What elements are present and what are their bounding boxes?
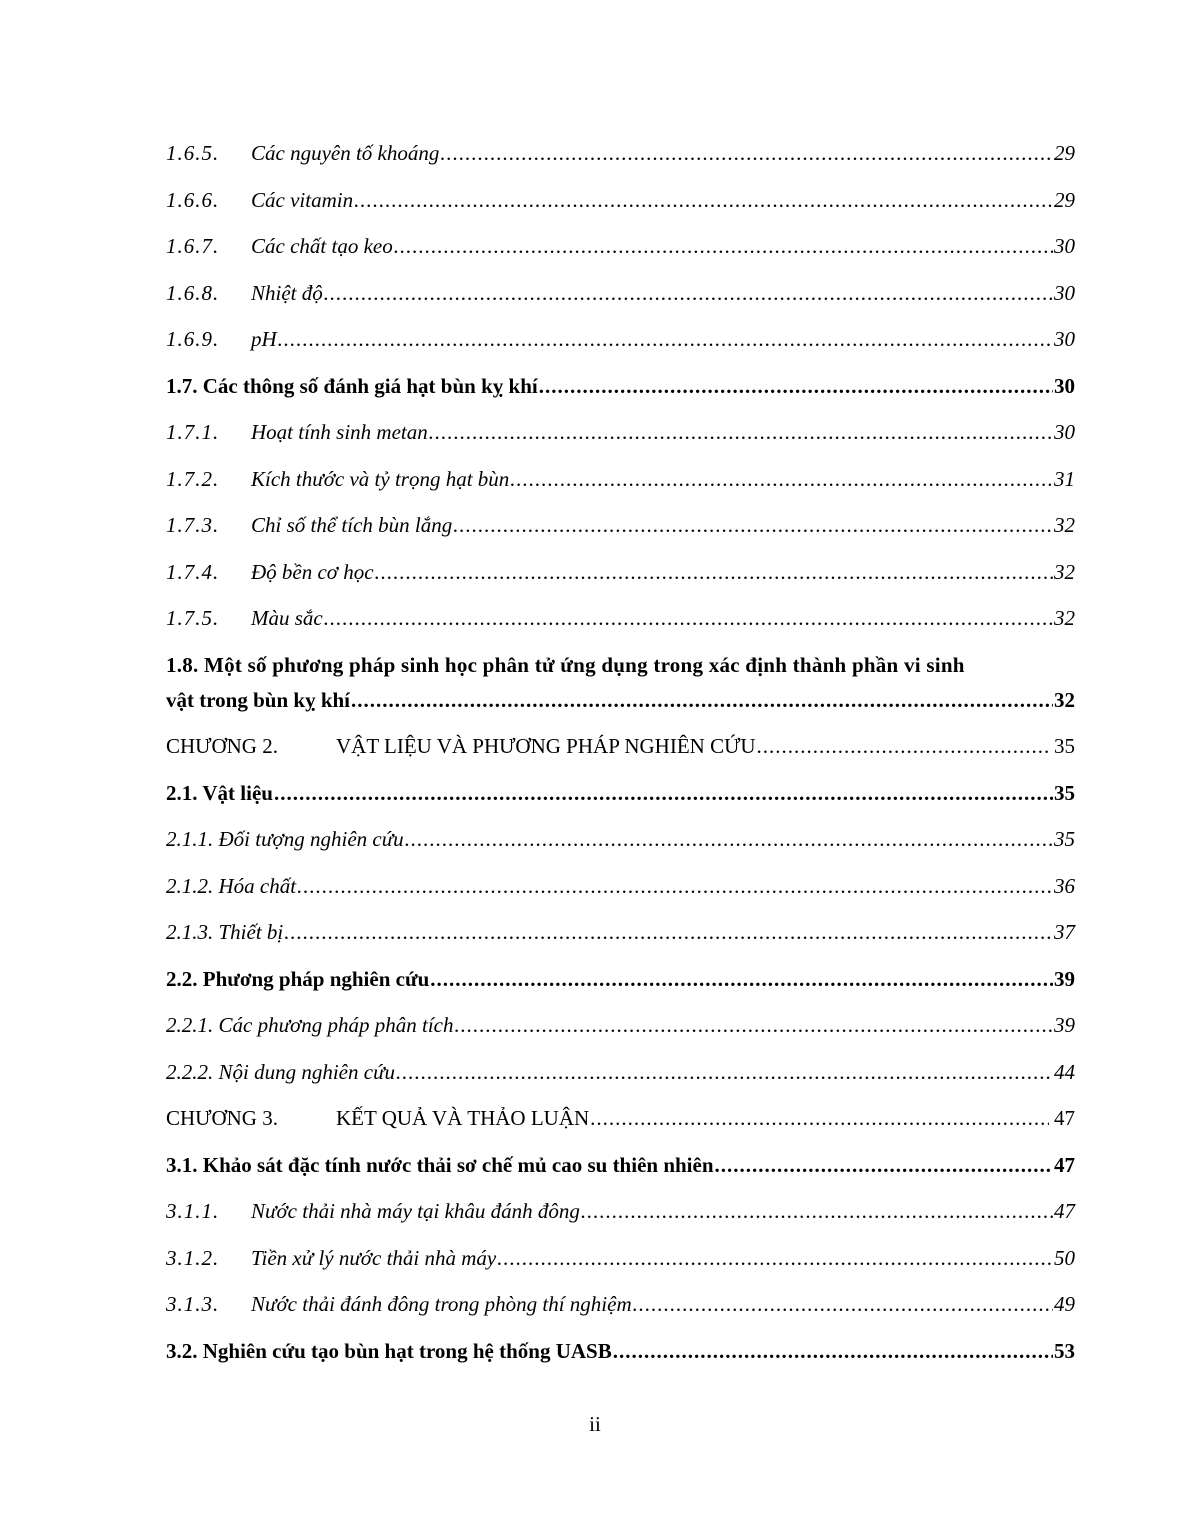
toc-entry-title: 2.2.2. Nội dung nghiên cứu xyxy=(166,1059,396,1084)
toc-entry-title: Kích thước và tỷ trọng hạt bùn xyxy=(251,466,510,491)
page-number: ii xyxy=(589,1412,601,1436)
toc-entry[interactable] xyxy=(166,1328,1075,1374)
dot-leader xyxy=(274,770,1053,816)
toc-entry[interactable] xyxy=(166,223,1075,269)
dot-leader xyxy=(613,1328,1053,1374)
dot-leader xyxy=(510,456,1053,502)
toc-entry-page: 36 xyxy=(1054,873,1075,898)
toc-entry[interactable] xyxy=(166,1281,1075,1327)
toc-entry-title: KẾT QUẢ VÀ THẢO LUẬN xyxy=(336,1106,590,1130)
toc-entry[interactable] xyxy=(166,723,1075,769)
toc-entry[interactable] xyxy=(166,1002,1075,1048)
toc-entry-title: 3.1. Khảo sát đặc tính nước thải sơ chế mủ cao su thiên nhiên xyxy=(166,1152,714,1177)
dot-leader xyxy=(497,1235,1053,1281)
toc-entry-number: 1.7.3. xyxy=(166,513,220,537)
toc-entry-page: 32 xyxy=(1054,513,1075,537)
toc-entry[interactable] xyxy=(166,816,1075,862)
toc-entry-page: 53 xyxy=(1054,1338,1075,1363)
toc-entry-title: pH xyxy=(251,327,277,351)
toc-entry-title: 2.1.2. Hóa chất xyxy=(166,873,297,898)
toc-entry[interactable] xyxy=(166,1049,1075,1095)
toc-entry-page: 30 xyxy=(1054,420,1075,444)
dot-leader xyxy=(324,270,1053,316)
toc-entry-number: CHƯƠNG 3. xyxy=(166,1106,278,1130)
toc-entry-page: 35 xyxy=(1054,780,1075,805)
dot-leader xyxy=(324,595,1053,641)
toc-entry-title: Nước thải nhà máy tại khâu đánh đông xyxy=(251,1199,580,1223)
toc-entry[interactable] xyxy=(166,456,1075,502)
toc-entry-title: Các nguyên tố khoáng xyxy=(251,141,440,165)
toc-entry-page: 35 xyxy=(1054,827,1075,851)
toc-entry-title: Tiền xử lý nước thải nhà máy xyxy=(251,1245,497,1270)
toc-entry-page: 31 xyxy=(1054,466,1075,491)
dot-leader xyxy=(284,909,1053,955)
toc-entry-page: 32 xyxy=(1054,687,1075,712)
toc-entry[interactable] xyxy=(166,1188,1075,1234)
dot-leader xyxy=(539,363,1053,409)
toc-entry-page: 47 xyxy=(1054,1152,1075,1177)
toc-entry[interactable] xyxy=(166,549,1075,595)
toc-entry-number: 1.7.5. xyxy=(166,606,220,630)
toc-entry-title: 1.7. Các thông số đánh giá hạt bùn kỵ khí xyxy=(166,373,538,398)
toc-entry-title: Chỉ số thể tích bùn lắng xyxy=(251,513,453,537)
toc-entry[interactable] xyxy=(166,316,1075,362)
toc-entry[interactable] xyxy=(166,956,1075,1002)
toc-entry-number: 1.6.5. xyxy=(166,141,220,165)
toc-entry-number: 1.7.1. xyxy=(166,420,220,444)
dot-leader xyxy=(375,549,1053,595)
toc-entry[interactable] xyxy=(166,1095,1075,1141)
toc-entry-page: 44 xyxy=(1054,1059,1075,1084)
toc-entry-number: 1.6.8. xyxy=(166,280,220,305)
dot-leader xyxy=(453,502,1053,548)
dot-leader xyxy=(757,723,1049,769)
toc-entry-title: 2.2.1. Các phương pháp phân tích xyxy=(166,1013,454,1037)
toc-entry-title: 2.2. Phương pháp nghiên cứu xyxy=(166,966,430,991)
toc-entry[interactable] xyxy=(166,863,1075,909)
toc-entry-title: Hoạt tính sinh metan xyxy=(251,420,428,444)
dot-leader xyxy=(581,1188,1053,1234)
toc-entry-page: 39 xyxy=(1054,966,1075,991)
toc-entry-number: 1.7.2. xyxy=(166,466,220,491)
toc-entry-number: 3.1.3. xyxy=(166,1292,220,1316)
dot-leader xyxy=(633,1281,1053,1327)
toc-entry[interactable] xyxy=(166,770,1075,816)
toc-entry-number: 3.1.1. xyxy=(166,1199,220,1223)
toc-entry[interactable] xyxy=(166,1142,1075,1188)
toc-entry-title: vật trong bùn kỵ khí xyxy=(166,687,351,712)
toc-entry-title: 2.1. Vật liệu xyxy=(166,780,273,805)
toc-entry[interactable] xyxy=(166,363,1075,409)
dot-leader xyxy=(278,316,1053,362)
toc-entry-number: 1.6.6. xyxy=(166,187,220,212)
toc-entry[interactable] xyxy=(166,270,1075,316)
toc-entry[interactable] xyxy=(166,595,1075,641)
toc-entry-title: Các vitamin xyxy=(251,187,354,212)
toc-entry-page: 37 xyxy=(1054,920,1075,944)
toc-entry-page: 47 xyxy=(1054,1106,1075,1130)
dot-leader xyxy=(715,1142,1053,1188)
toc-entry-number: CHƯƠNG 2. xyxy=(166,734,278,758)
toc-entry[interactable] xyxy=(166,502,1075,548)
toc-entry-page: 39 xyxy=(1054,1013,1075,1037)
toc-entry-page: 30 xyxy=(1054,327,1075,351)
dot-leader xyxy=(297,863,1053,909)
dot-leader xyxy=(440,130,1053,176)
dot-leader xyxy=(354,177,1053,223)
dot-leader xyxy=(430,956,1053,1002)
toc-entry-page: 35 xyxy=(1054,734,1075,758)
toc-entry-title: Nhiệt độ xyxy=(251,280,323,305)
dot-leader xyxy=(396,1049,1053,1095)
dot-leader xyxy=(429,409,1053,455)
toc-entry-page: 50 xyxy=(1054,1245,1075,1270)
dot-leader xyxy=(454,1002,1053,1048)
toc-entry-page: 32 xyxy=(1054,559,1075,584)
toc-entry[interactable] xyxy=(166,130,1075,176)
toc-entry-heading-line: 1.8. Một số phương pháp sinh học phân tử ứng dụng trong xác định thành phần vi sinh xyxy=(166,652,965,677)
toc-entry-number: 1.6.7. xyxy=(166,234,220,258)
toc-entry-number: 3.1.2. xyxy=(166,1245,220,1270)
toc-entry-page: 30 xyxy=(1054,280,1075,305)
dot-leader xyxy=(590,1095,1049,1141)
toc-entry-page: 49 xyxy=(1054,1292,1075,1316)
toc-entry[interactable] xyxy=(166,677,1075,723)
toc-entry-title: 2.1.3. Thiết bị xyxy=(166,920,284,944)
dot-leader xyxy=(405,816,1053,862)
toc-entry-page: 47 xyxy=(1054,1199,1075,1223)
toc-entry-page: 29 xyxy=(1054,187,1075,212)
toc-entry[interactable] xyxy=(166,1235,1075,1281)
toc-entry-number: 1.6.9. xyxy=(166,327,220,351)
toc-entry[interactable] xyxy=(166,909,1075,955)
toc-entry-title: VẬT LIỆU VÀ PHƯƠNG PHÁP NGHIÊN CỨU xyxy=(336,734,756,758)
toc-entry-page: 29 xyxy=(1054,141,1075,165)
toc-entry[interactable] xyxy=(166,409,1075,455)
toc-entry-page: 30 xyxy=(1054,373,1075,398)
toc-entry-page: 32 xyxy=(1054,606,1075,630)
toc-entry-number: 1.7.4. xyxy=(166,559,220,584)
toc-entry-title: Các chất tạo keo xyxy=(251,234,393,258)
toc-entry-title: 2.1.1. Đối tượng nghiên cứu xyxy=(166,827,404,851)
dot-leader xyxy=(394,223,1053,269)
toc-entry-title: 3.2. Nghiên cứu tạo bùn hạt trong hệ thống UASB xyxy=(166,1338,612,1363)
toc-entry-title: Màu sắc xyxy=(251,606,323,630)
toc-entry[interactable] xyxy=(166,177,1075,223)
dot-leader xyxy=(351,677,1053,723)
toc-entry-title: Độ bền cơ học xyxy=(251,559,374,584)
toc-entry-title: Nước thải đánh đông trong phòng thí nghiệm xyxy=(251,1292,632,1316)
toc-entry-page: 30 xyxy=(1054,234,1075,258)
